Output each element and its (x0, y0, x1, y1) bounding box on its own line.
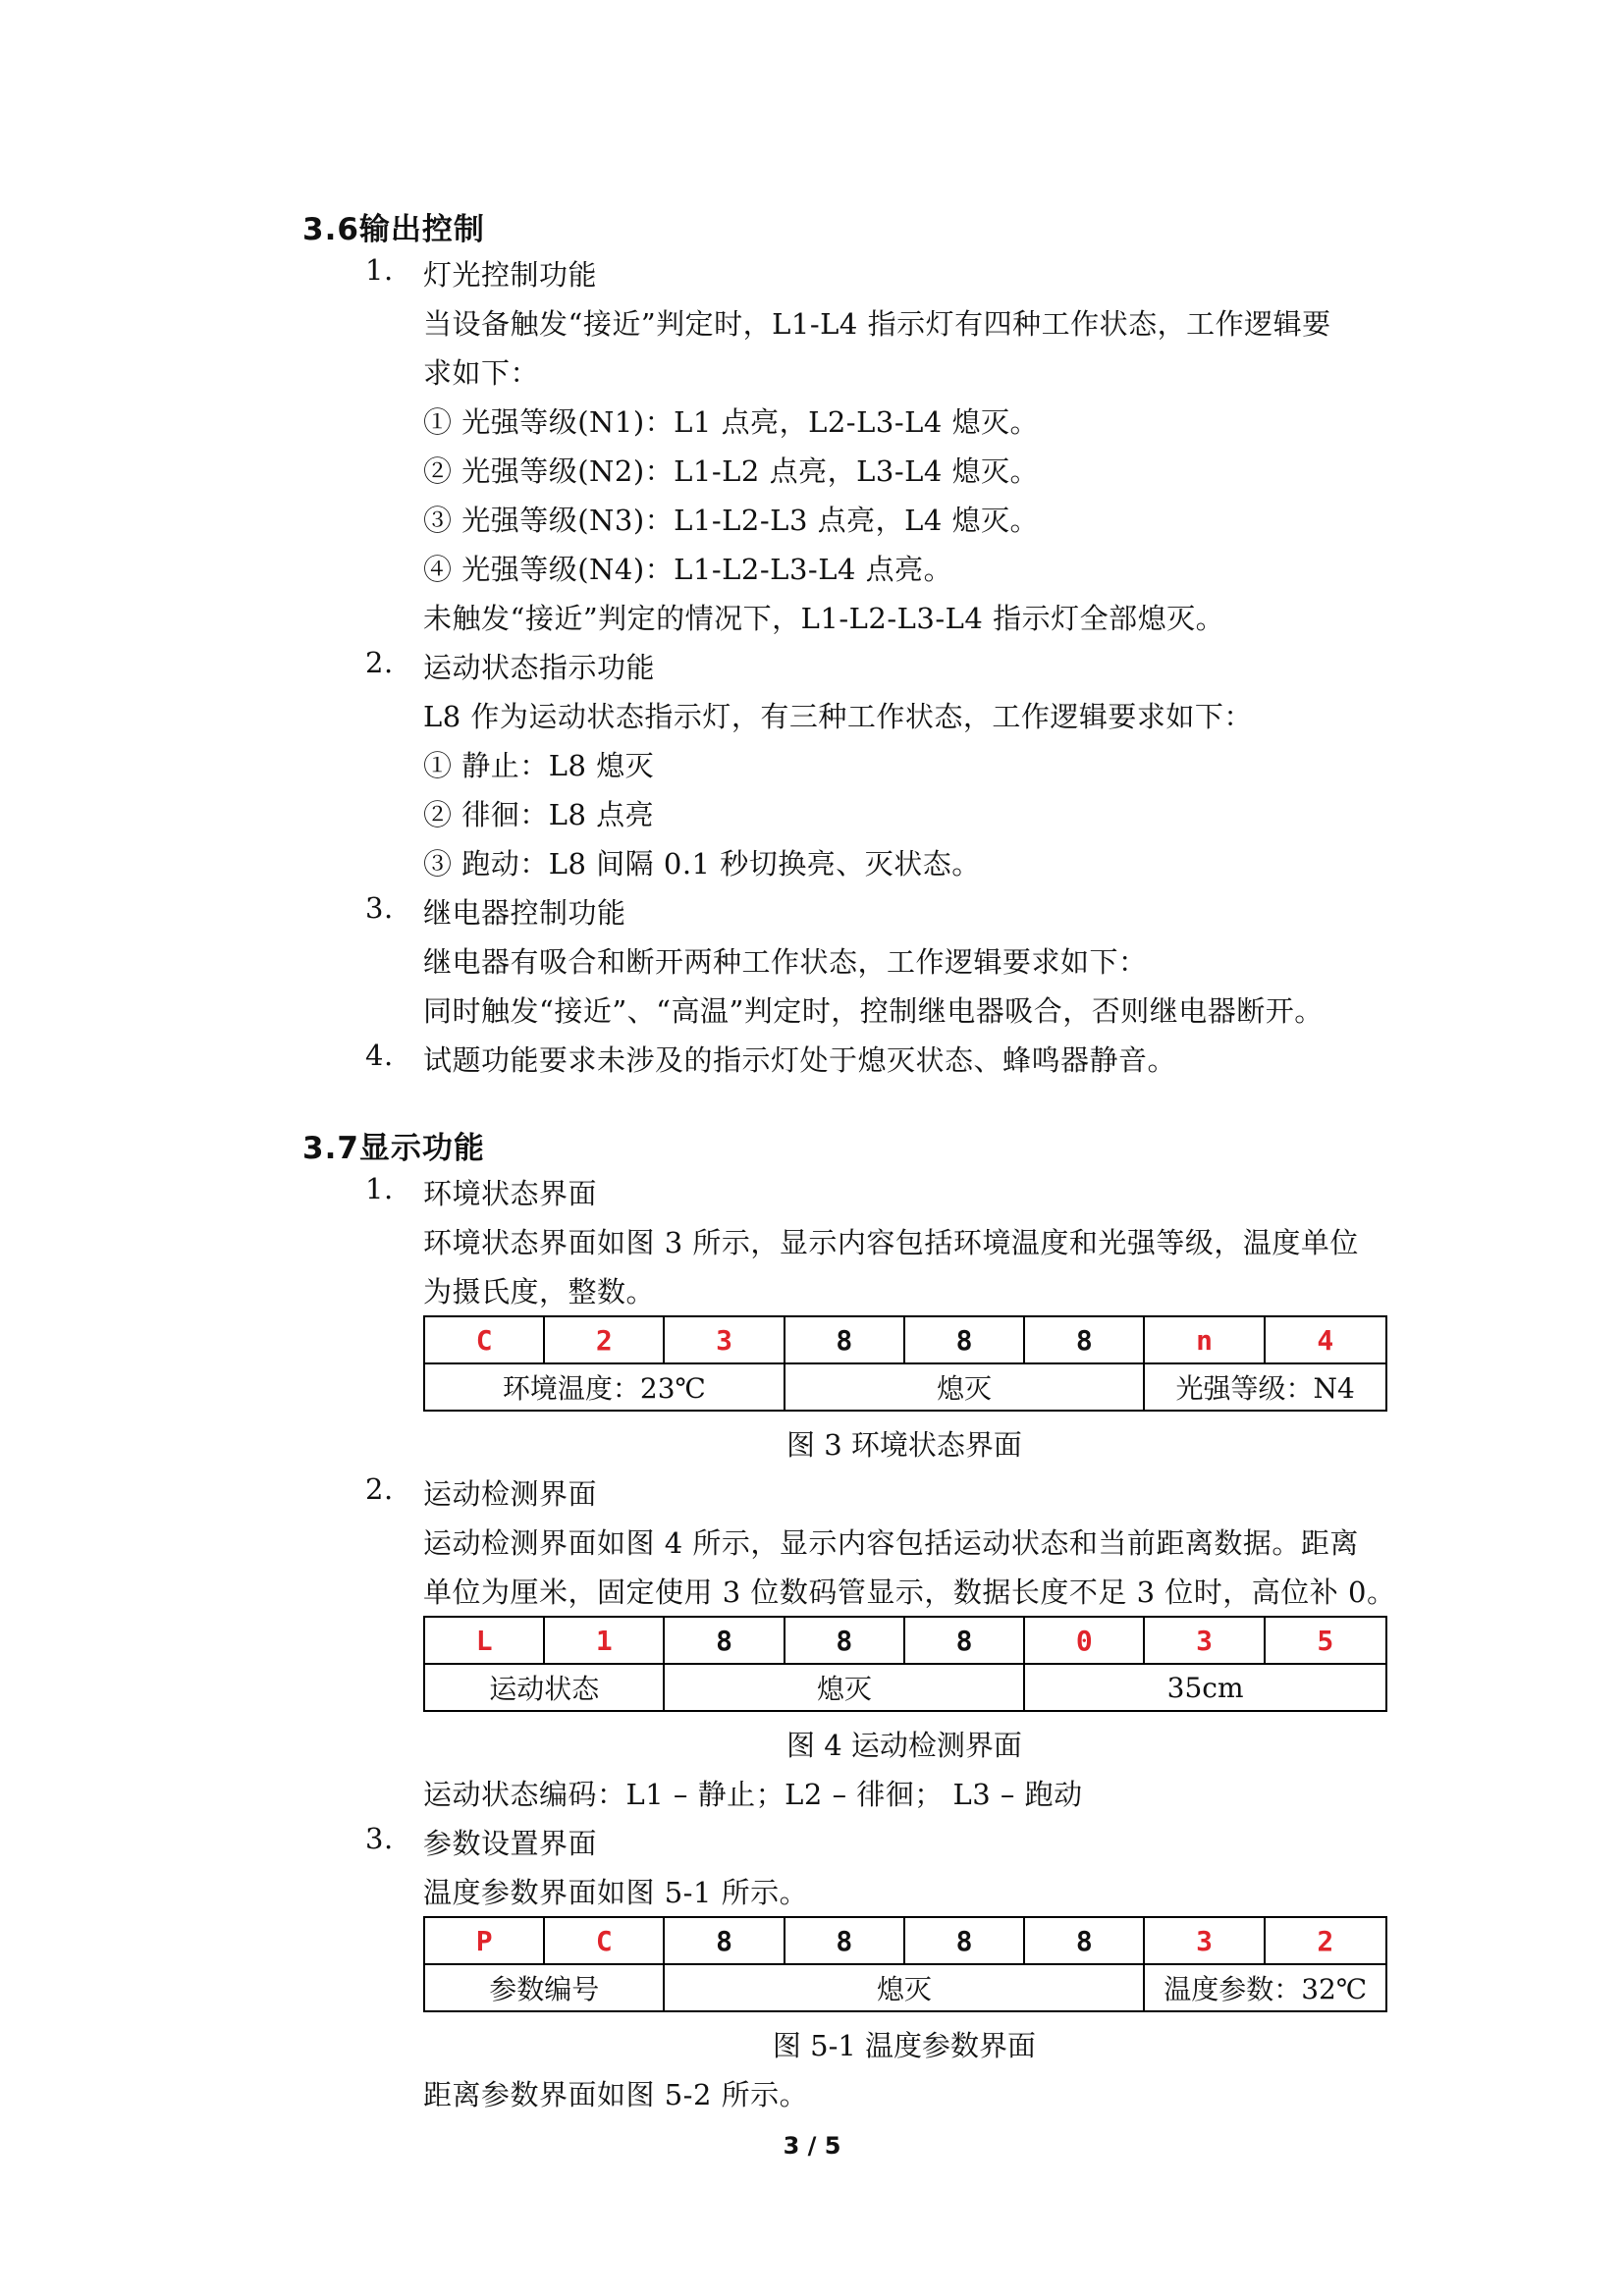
paragraph-line: 为摄氏度，整数。 (423, 1275, 656, 1308)
list-line: ① 静止：L8 熄灭 (423, 749, 655, 782)
paragraph-line: 当设备触发“接近”判定时，L1-L4 指示灯有四种工作状态，工作逻辑要 (423, 307, 1331, 341)
paragraph-line: 运动检测界面如图 4 所示，显示内容包括运动状态和当前距离数据。距离 (423, 1526, 1359, 1560)
item-number: 1. (365, 253, 394, 287)
paragraph-line: 环境状态界面如图 3 所示，显示内容包括环境温度和光强等级，温度单位 (423, 1226, 1359, 1259)
segment-row (424, 1617, 1386, 1664)
segment-digit: 2 (544, 1316, 664, 1363)
segment-digit: 3 (664, 1316, 784, 1363)
segment-digit-off: 8 (1024, 1917, 1144, 1964)
list-line: ③ 光强等级(N3)：L1-L2-L3 点亮，L4 熄灭。 (423, 504, 1040, 537)
segment-digit: n (1144, 1316, 1264, 1363)
list-line: ③ 跑动：L8 间隔 0.1 秒切换亮、灭状态。 (423, 847, 981, 881)
paragraph-line: 单位为厘米，固定使用 3 位数码管显示，数据长度不足 3 位时，高位补 0。 (423, 1575, 1396, 1609)
figure-caption: 图 4 运动检测界面 (786, 1729, 1022, 1762)
item-number: 4. (365, 1039, 394, 1072)
paragraph-line: 距离参数界面如图 5-2 所示。 (423, 2078, 809, 2111)
param-display-table (423, 1916, 1387, 2012)
paragraph-line: 求如下： (423, 356, 540, 390)
item-title: 运动状态指示功能 (423, 651, 656, 684)
item-title: 继电器控制功能 (423, 896, 626, 930)
temperature-param-label: 温度参数：32℃ (1144, 1964, 1386, 2011)
env-display-table (423, 1315, 1387, 1412)
item-number: 1. (365, 1172, 394, 1205)
motion-state-label: 运动状态 (424, 1664, 664, 1711)
item-title: 环境状态界面 (423, 1177, 598, 1210)
motion-code-note: 运动状态编码：L1 – 静止；L2 – 徘徊； L3 – 跑动 (423, 1778, 1083, 1811)
item-title: 参数设置界面 (423, 1827, 598, 1860)
segment-digit: 2 (1265, 1917, 1386, 1964)
segment-row (424, 1316, 1386, 1363)
segment-digit: 1 (544, 1617, 664, 1664)
label-row (424, 1363, 1386, 1411)
distance-label: 35cm (1024, 1664, 1386, 1711)
figure-caption: 图 3 环境状态界面 (786, 1428, 1022, 1462)
paragraph-line: 继电器有吸合和断开两种工作状态，工作逻辑要求如下： (423, 945, 1148, 979)
off-label: 熄灭 (785, 1363, 1145, 1411)
paragraph-line: 同时触发“接近”、“高温”判定时，控制继电器吸合，否则继电器断开。 (423, 994, 1324, 1028)
light-level-label: 光强等级：N4 (1144, 1363, 1386, 1411)
motion-display-table (423, 1616, 1387, 1712)
item-number: 2. (365, 646, 394, 679)
off-label: 熄灭 (664, 1664, 1024, 1711)
segment-digit: 3 (1144, 1917, 1264, 1964)
segment-digit: C (424, 1316, 544, 1363)
segment-digit-off: 8 (904, 1316, 1024, 1363)
segment-digit-off: 8 (785, 1617, 904, 1664)
figure-caption: 图 5-1 温度参数界面 (772, 2029, 1037, 2062)
segment-digit: 5 (1265, 1617, 1386, 1664)
segment-digit: 0 (1024, 1617, 1144, 1664)
page-number: 3 / 5 (783, 2132, 841, 2160)
section-heading-3-7: 3.7显示功能 (302, 1131, 485, 1166)
segment-digit-off: 8 (664, 1917, 784, 1964)
segment-digit: P (424, 1917, 544, 1964)
item-number: 3. (365, 1822, 394, 1855)
segment-digit-off: 8 (1024, 1316, 1144, 1363)
segment-row (424, 1917, 1386, 1964)
segment-digit-off: 8 (785, 1917, 904, 1964)
item-title: 试题功能要求未涉及的指示灯处于熄灭状态、蜂鸣器静音。 (423, 1043, 1177, 1077)
segment-digit-off: 8 (785, 1316, 904, 1363)
list-line: ② 光强等级(N2)：L1-L2 点亮，L3-L4 熄灭。 (423, 454, 1040, 488)
segment-digit-off: 8 (664, 1617, 784, 1664)
paragraph-line: L8 作为运动状态指示灯，有三种工作状态，工作逻辑要求如下： (423, 700, 1253, 733)
segment-digit: L (424, 1617, 544, 1664)
off-label: 熄灭 (664, 1964, 1144, 2011)
temperature-label: 环境温度：23℃ (424, 1363, 785, 1411)
segment-digit-off: 8 (904, 1617, 1024, 1664)
section-heading-3-6: 3.6输出控制 (302, 212, 485, 247)
segment-digit-off: 8 (904, 1917, 1024, 1964)
item-number: 2. (365, 1472, 394, 1506)
item-title: 灯光控制功能 (423, 258, 598, 292)
list-line: ④ 光强等级(N4)：L1-L2-L3-L4 点亮。 (423, 553, 953, 586)
item-title: 运动检测界面 (423, 1477, 598, 1511)
segment-digit: 4 (1265, 1316, 1386, 1363)
label-row (424, 1664, 1386, 1711)
paragraph-line: 未触发“接近”判定的情况下，L1-L2-L3-L4 指示灯全部熄灭。 (423, 602, 1225, 635)
segment-digit: C (544, 1917, 664, 1964)
list-line: ② 徘徊：L8 点亮 (423, 798, 655, 831)
label-row (424, 1964, 1386, 2011)
param-code-label: 参数编号 (424, 1964, 664, 2011)
item-number: 3. (365, 891, 394, 925)
paragraph-line: 温度参数界面如图 5-1 所示。 (423, 1876, 809, 1909)
segment-digit: 3 (1144, 1617, 1264, 1664)
list-line: ① 光强等级(N1)：L1 点亮，L2-L3-L4 熄灭。 (423, 405, 1040, 439)
